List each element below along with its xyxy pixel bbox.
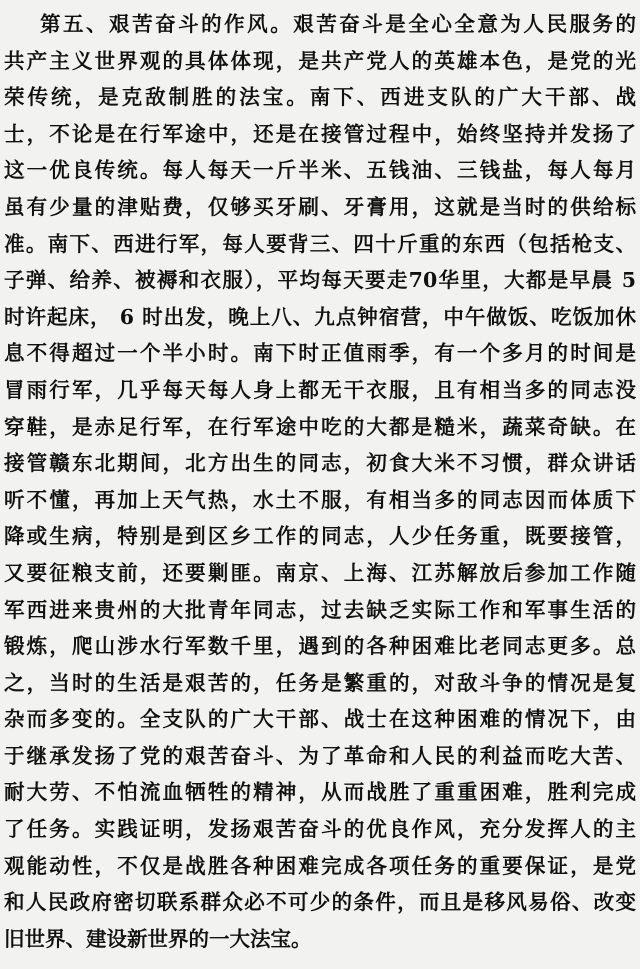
text-line: 观能动性，不仅是战胜各种困难完成各项任务的重要保证，是党 — [4, 853, 636, 878]
text-line: 听不懂，再加上天气热，水土不服，有相当多的同志因而体质下 — [4, 487, 636, 512]
text-line: 穿鞋，是赤足行军，在行军途中吃的大都是糙米，蔬菜奇缺。在 — [4, 414, 636, 439]
text-line: 第五、艰苦奋斗的作风。艰苦奋斗是全心全意为人民服务的 — [40, 12, 636, 36]
text-line: 旧世界、建设新世界的一大法宝。 — [4, 926, 312, 951]
text-line: 军西进来贵州的大批青年同志，过去缺乏实际工作和军事生活的 — [4, 597, 636, 622]
text-line: 耐大劳、不怕流血牺牲的精神，从而战胜了重重困难，胜利完成 — [4, 780, 636, 805]
text-line: 荣传统，是克敌制胜的法宝。南下、西进支队的广大干部、战 — [4, 85, 636, 110]
text-line: 虽有少量的津贴费，仅够买牙刷、牙膏用，这就是当时的供给标 — [4, 194, 636, 219]
text-line: 接管赣东北期间，北方出生的同志，初食大米不习惯，群众讲话 — [4, 451, 636, 476]
text-line: 了任务。实践证明，发扬艰苦奋斗的优良作风，充分发挥人的主 — [4, 817, 636, 842]
text-line: 之，当时的生活是艰苦的，任务是繁重的，对敌斗争的情况是复 — [4, 670, 636, 695]
text-line: 子弹、给养、被褥和衣服），平均每天要走70华里，大都是早晨 5 — [4, 268, 636, 293]
text-line: 息不得超过一个半小时。南下时正值雨季，有一个多月的时间是 — [4, 341, 636, 366]
text-line: 降或生病，特别是到区乡工作的同志，人少任务重，既要接管， — [4, 524, 636, 549]
text-line: 杂而多变的。全支队的广大干部、战士在这种困难的情况下，由 — [4, 707, 636, 732]
text-line: 和人民政府密切联系群众必不可少的条件，而且是移风易俗、改变 — [4, 890, 636, 915]
text-line: 共产主义世界观的具体体现，是共产党人的英雄本色，是党的光 — [4, 48, 636, 73]
text-line: 冒雨行军，几乎每天每人身上都无干衣服，且有相当多的同志没 — [4, 377, 636, 402]
text-line: 时许起床， 6 时出发，晚上八、九点钟宿营，中午做饭、吃饭加休 — [4, 304, 636, 329]
text-line: 士，不论是在行军途中，还是在接管过程中，始终坚持并发扬了 — [4, 121, 636, 146]
text-line: 锻炼，爬山涉水行军数千里，遇到的各种困难比老同志更多。总 — [4, 634, 636, 659]
text-line: 这一优良传统。每人每天一斤半米、五钱油、三钱盐，每人每月 — [4, 158, 636, 183]
text-line: 于继承发扬了党的艰苦奋斗、为了革命和人民的利益而吃大苦、 — [4, 743, 636, 768]
text-line: 准。南下、西进行军，每人要背三、四十斤重的东西（包括枪支、 — [4, 231, 636, 256]
text-line: 又要征粮支前，还要剿匪。南京、上海、江苏解放后参加工作随 — [4, 560, 636, 585]
